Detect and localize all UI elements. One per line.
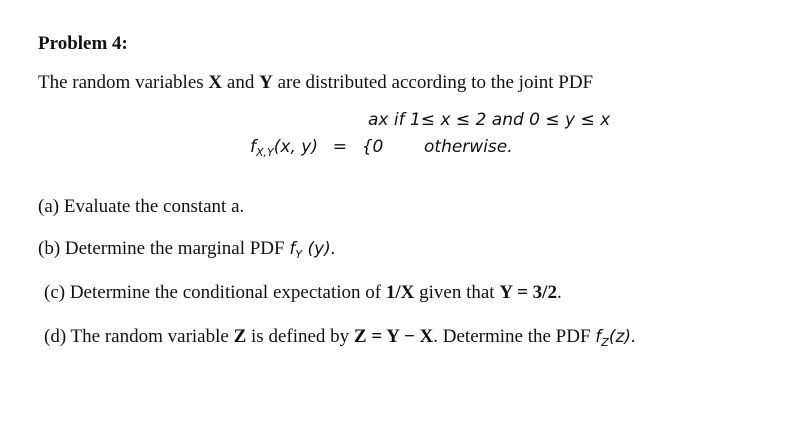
pdf-subscript: X,Y <box>256 146 274 159</box>
problem-title: Problem 4: <box>38 33 128 54</box>
part-c-condition: Y = 3/2 <box>499 282 557 303</box>
part-b-text: (b) Determine the marginal PDF <box>38 238 290 259</box>
part-d-equation: Z = Y − X <box>353 326 434 347</box>
part-d-text-middle: is defined by <box>246 326 354 347</box>
intro-text-and: and <box>222 72 260 93</box>
part-b-f-symbol: f <box>289 239 296 259</box>
pdf-brace-zero: {0 <box>361 137 384 157</box>
variable-z: Z <box>233 326 247 347</box>
part-d-text-after: . Determine the PDF <box>433 326 596 347</box>
variable-y: Y <box>259 72 273 93</box>
part-d-arguments: (z). <box>608 327 637 347</box>
pdf-case-second: otherwise. <box>424 137 513 157</box>
part-b-subscript: Y <box>295 248 303 261</box>
part-d <box>44 326 636 350</box>
pdf-arguments: (x, y) <box>273 137 318 157</box>
part-c-text-start: (c) Determine the conditional expectation of <box>44 282 386 303</box>
part-c-text-middle: given that <box>414 282 500 303</box>
pdf-case-first: ax if 1≤ x ≤ 2 and 0 ≤ y ≤ x <box>368 110 611 130</box>
intro-text-end: are distributed according to the joint PDF <box>272 72 594 93</box>
part-d-subscript: Z <box>601 336 609 349</box>
part-b-arguments: (y). <box>302 239 337 259</box>
part-c-expression: 1/X <box>385 282 415 303</box>
problem-intro <box>38 72 593 94</box>
part-a: (a) Evaluate the constant a. <box>38 196 245 217</box>
intro-text-start: The random variables <box>38 72 209 93</box>
variable-x: X <box>208 72 223 93</box>
pdf-equals: = <box>332 137 347 157</box>
part-c <box>44 282 562 304</box>
part-d-f-symbol: f <box>595 327 602 347</box>
part-d-text-start: (d) The random variable <box>44 326 234 347</box>
pdf-f-symbol: f <box>250 137 256 157</box>
part-b <box>38 238 336 262</box>
part-c-text-end: . <box>556 282 562 303</box>
pdf-definition-lhs <box>250 136 383 160</box>
